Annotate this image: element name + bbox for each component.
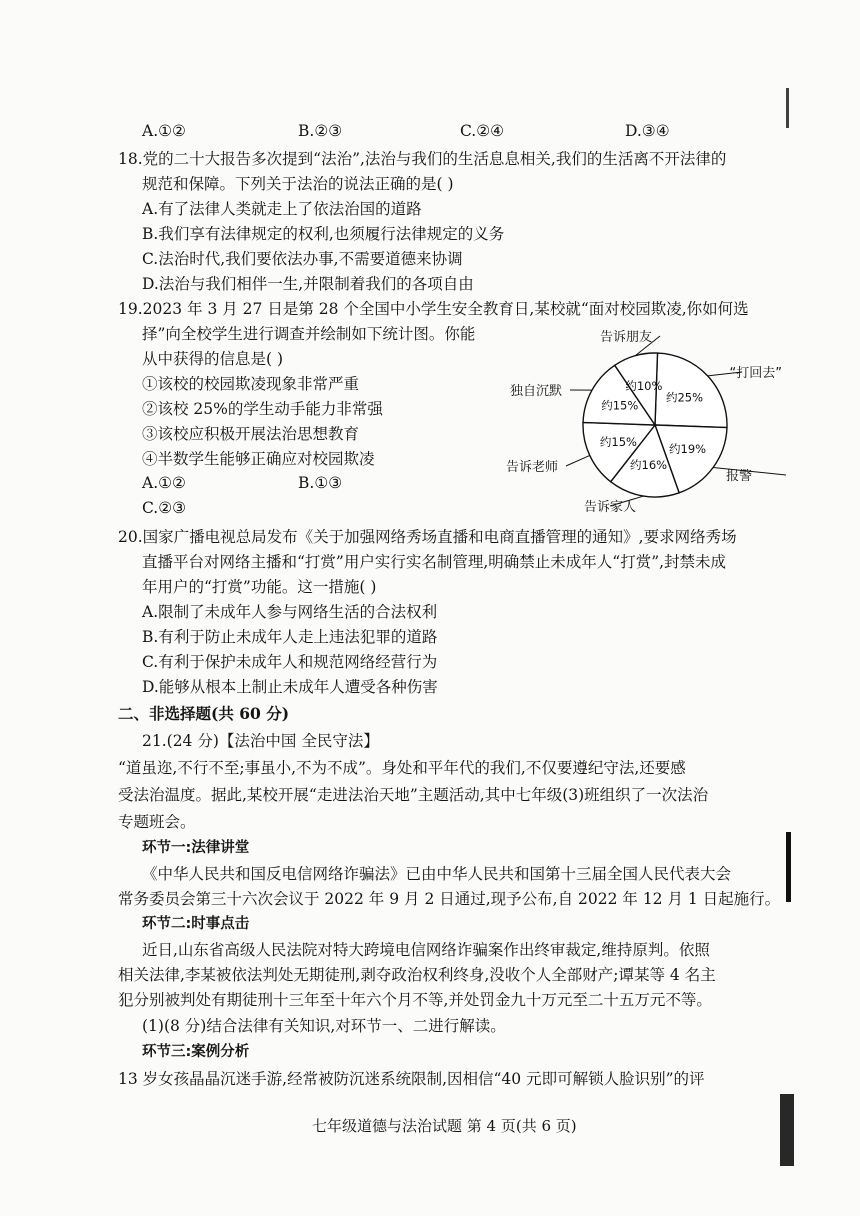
scan-edge-mark bbox=[786, 88, 789, 128]
q20-option-b: B.有利于防止未成年人走上违法犯罪的道路 bbox=[142, 628, 438, 646]
q19-statement-1: ①该校的校园欺凌现象非常严重 bbox=[142, 375, 360, 393]
q21-intro-line2: 受法治温度。据此,某校开展“走进法治天地”主题活动,其中七年级(3)班组织了一次法治 bbox=[118, 786, 709, 804]
q18-stem-line1: 18.党的二十大报告多次提到“法治”,法治与我们的生活息息相关,我们的生活离不开法律的 bbox=[118, 150, 727, 168]
q18-option-d: D.法治与我们相伴一生,并限制着我们的各项自由 bbox=[142, 275, 474, 293]
q18-stem-line2: 规范和保障。下列关于法治的说法正确的是( ) bbox=[142, 175, 454, 193]
q19-option-b: B.①③ bbox=[298, 474, 343, 492]
scan-edge-mark bbox=[780, 1094, 794, 1166]
q19-statement-3: ③该校应积极开展法治思想教育 bbox=[142, 425, 360, 443]
q17-option-c: C.②④ bbox=[460, 122, 505, 140]
q20-option-a: A.限制了未成年人参与网络生活的合法权利 bbox=[142, 603, 438, 621]
pie-slice-category-label: 独自沉默 bbox=[510, 384, 563, 399]
q17-option-d: D.③④ bbox=[625, 122, 670, 140]
link3-line1: 13 岁女孩晶晶沉迷手游,经常被防沉迷系统限制,因相信“40 元即可解锁人脸识别”的评 bbox=[118, 1070, 705, 1088]
link1-title: 环节一:法律讲堂 bbox=[142, 840, 250, 856]
pie-slice-category-label: 告诉老师 bbox=[506, 460, 559, 475]
q20-stem-line3: 年用户的“打赏”功能。这一措施( ) bbox=[142, 578, 377, 596]
pie-slice-category-label: 告诉朋友 bbox=[600, 330, 653, 345]
q18-option-c: C.法治时代,我们要依法办事,不需要道德来协调 bbox=[142, 250, 463, 268]
pie-leader-line bbox=[566, 455, 590, 466]
pie-slice-category-label: 报警 bbox=[726, 469, 753, 484]
pie-slice-category-label: “打回去” bbox=[729, 366, 782, 381]
q21-intro-line1: “道虽迩,不行不至;事虽小,不为不成”。身处和平年代的我们,不仅要遵纪守法,还要感 bbox=[118, 759, 686, 777]
pie-slice-value-label: 约15% bbox=[599, 435, 637, 450]
bullying-response-pie-chart bbox=[500, 325, 800, 515]
page-footer: 七年级道德与法治试题 第 4 页(共 6 页) bbox=[312, 1117, 577, 1135]
scan-edge-mark bbox=[786, 832, 791, 902]
link3-title: 环节三:案例分析 bbox=[142, 1044, 250, 1060]
section2-heading: 二、非选择题(共 60 分) bbox=[118, 704, 290, 723]
q19-option-c: C.②③ bbox=[142, 499, 187, 517]
pie-slice-value-label: 约16% bbox=[630, 457, 668, 472]
q19-stem-line2: 择”向全校学生进行调查并绘制如下统计图。你能 bbox=[142, 325, 476, 343]
link1-line2: 常务委员会第三十六次会议于 2022 年 9 月 2 日通过,现予公布,自 2022 年 12 月 1 日起施行。 bbox=[118, 890, 781, 908]
q20-option-d: D.能够从根本上制止未成年人遭受各种伤害 bbox=[142, 678, 438, 696]
q20-stem-line1: 20.国家广播电视总局发布《关于加强网络秀场直播和电商直播管理的通知》,要求网络秀场 bbox=[118, 528, 737, 546]
link2-line2: 相关法律,李某被依法判处无期徒刑,剥夺政治权利终身,没收个人全部财产;谭某等 4 名主 bbox=[118, 966, 716, 984]
pie-slice-value-label: 约15% bbox=[601, 398, 639, 413]
q17-option-a: A.①② bbox=[142, 122, 186, 140]
q21-sub1: (1)(8 分)结合法律有关知识,对环节一、二进行解读。 bbox=[142, 1017, 506, 1035]
q21-intro-line3: 专题班会。 bbox=[118, 813, 196, 831]
q19-statement-2: ②该校 25%的学生动手能力非常强 bbox=[142, 400, 383, 418]
link2-title: 环节二:时事点击 bbox=[142, 916, 250, 932]
q19-option-a: A.①② bbox=[142, 474, 186, 492]
q18-option-a: A.有了法律人类就走上了依法治国的道路 bbox=[142, 200, 422, 218]
pie-slice-value-label: 约10% bbox=[625, 379, 663, 394]
q18-option-b: B.我们享有法律规定的权利,也须履行法律规定的义务 bbox=[142, 225, 505, 243]
link2-line3: 犯分别被判处有期徒刑十三年至十年六个月不等,并处罚金九十万元至二十五万元不等。 bbox=[118, 991, 712, 1009]
q19-stem-line1: 19.2023 年 3 月 27 日是第 28 个全国中小学生安全教育日,某校就“面对校园欺凌,你如何选 bbox=[118, 300, 749, 318]
q20-stem-line2: 直播平台对网络主播和“打赏”用户实行实名制管理,明确禁止未成年人“打赏”,封禁未成 bbox=[142, 553, 727, 571]
q19-stem-line3: 从中获得的信息是( ) bbox=[142, 350, 284, 368]
q21-heading: 21.(24 分)【法治中国 全民守法】 bbox=[142, 732, 379, 750]
link2-line1: 近日,山东省高级人民法院对特大跨境电信网络诈骗案作出终审裁定,维持原判。依照 bbox=[142, 941, 710, 959]
pie-slice-value-label: 约25% bbox=[665, 390, 704, 405]
pie-slice-category-label: 告诉家人 bbox=[583, 500, 637, 515]
link1-line1: 《中华人民共和国反电信网络诈骗法》已由中华人民共和国第十三届全国人民代表大会 bbox=[142, 865, 732, 883]
pie-slice-value-label: 约19% bbox=[669, 441, 707, 456]
q20-option-c: C.有利于保护未成年人和规范网络经营行为 bbox=[142, 653, 438, 671]
q17-option-b: B.②③ bbox=[298, 122, 343, 140]
q19-statement-4: ④半数学生能够正确应对校园欺凌 bbox=[142, 450, 375, 468]
